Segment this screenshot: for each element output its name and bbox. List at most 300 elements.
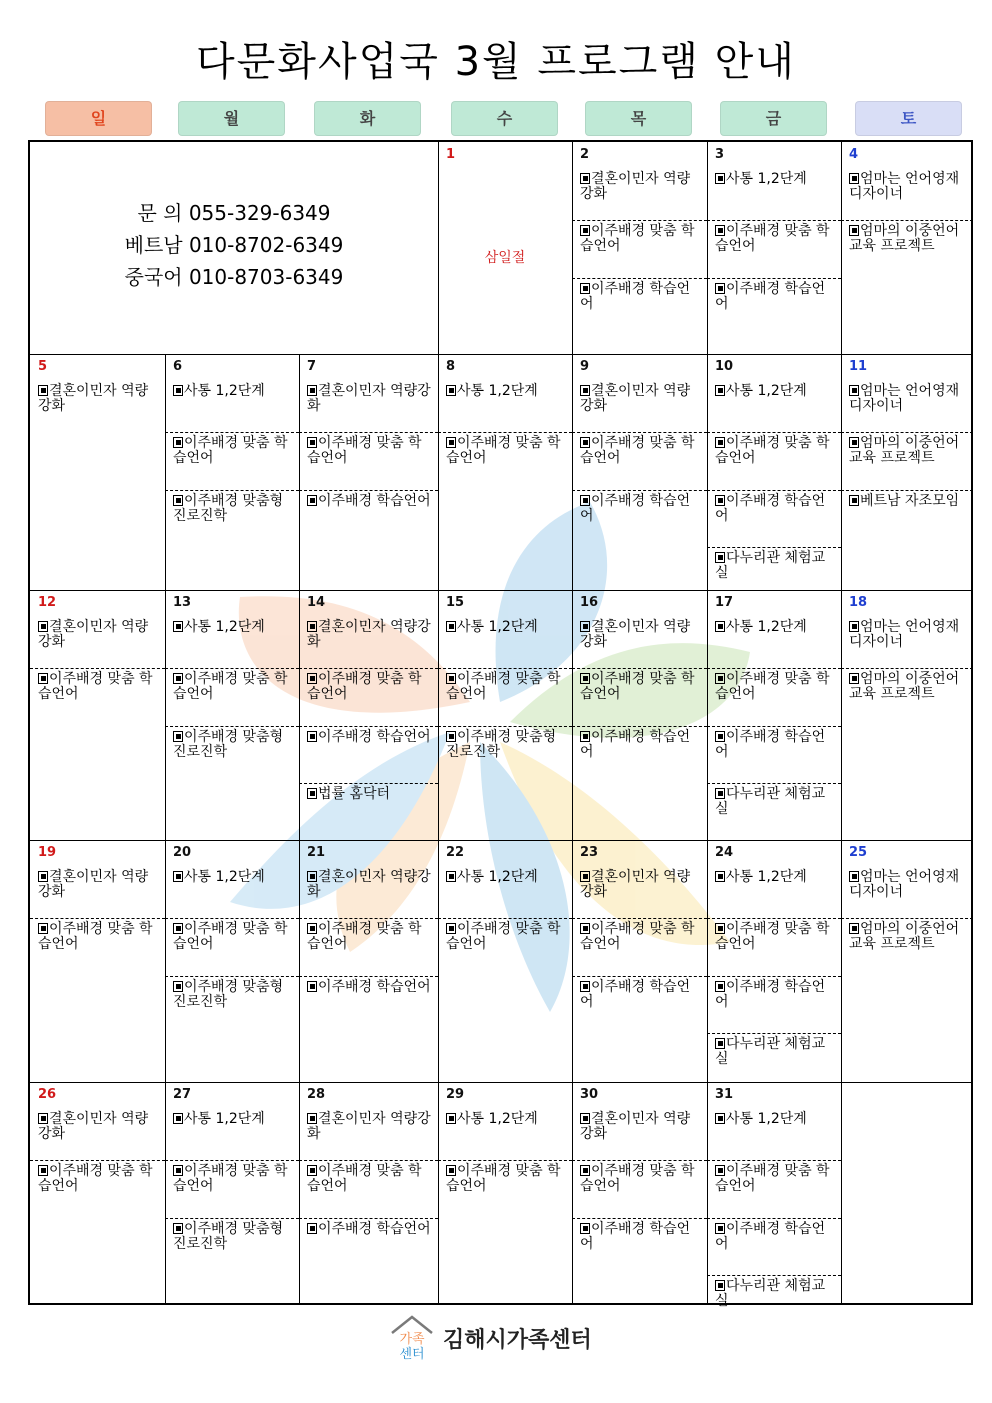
event-label: 이주배경 맞춤 학습언어 [173,435,288,466]
day-cell [707,1082,841,1309]
checkbox-bullet-icon [173,621,183,632]
checkbox-bullet-icon [849,385,859,396]
event-separator [572,220,707,221]
day-cell [841,354,973,590]
checkbox-bullet-icon [580,225,590,236]
day-number: 24 [715,845,734,860]
checkbox-bullet-icon [173,495,183,506]
event-label: 이주배경 학습언어 [715,729,826,760]
event-label: 이주배경 맞춤 학습언어 [446,921,561,952]
program-event [580,730,701,760]
program-event [580,282,701,312]
event-label: 이주배경 맞춤 학습언어 [580,435,695,466]
contact-info [30,197,438,293]
event-separator [572,432,707,433]
day-number: 3 [715,147,725,162]
event-label: 이주배경 맞춤 학습언어 [307,921,422,952]
day-cell [438,354,572,590]
checkbox-bullet-icon [173,731,183,742]
event-label: 결혼이민자 역량강화 [580,171,691,202]
event-separator [165,1160,299,1161]
program-event [715,620,835,635]
day-cell [438,142,572,354]
checkbox-bullet-icon [580,173,590,184]
program-event [849,494,967,509]
program-event [580,1112,701,1142]
event-separator [438,432,572,433]
event-label: 이주배경 맞춤 학습언어 [446,435,561,466]
checkbox-bullet-icon [849,173,859,184]
event-label: 결혼이민자 역량강화 [38,1111,149,1142]
event-label: 이주배경 맞춤 학습언어 [307,435,422,466]
program-event [715,1164,835,1194]
day-cell [438,1082,572,1305]
program-event [580,1222,701,1252]
checkbox-bullet-icon [38,673,48,684]
checkbox-bullet-icon [173,1113,183,1124]
contact-line: 베트남 010-8702-6349 [124,233,344,257]
event-separator [707,783,841,784]
program-event [38,1112,159,1142]
checkbox-bullet-icon [715,1038,725,1049]
program-event [173,1112,293,1127]
event-label: 이주배경 학습언어 [318,979,431,995]
event-separator [841,432,973,433]
program-event [580,494,701,524]
checkbox-bullet-icon [38,621,48,632]
day-cell [30,840,165,1082]
event-label: 사통 1,2단계 [726,1111,807,1127]
program-event [173,1222,293,1252]
event-label: 이주배경 맞춤 학습언어 [446,671,561,702]
event-separator [707,1275,841,1276]
program-event [715,172,835,187]
checkbox-bullet-icon [849,437,859,448]
checkbox-bullet-icon [715,923,725,934]
checkbox-bullet-icon [580,1223,590,1234]
event-label: 사통 1,2단계 [726,619,807,635]
checkbox-bullet-icon [173,1165,183,1176]
day-number: 9 [580,359,590,374]
program-event [715,922,835,952]
program-event [307,494,432,509]
checkbox-bullet-icon [715,621,725,632]
event-separator [572,490,707,491]
holiday-label: 삼일절 [484,250,526,266]
day-cell [165,840,299,1082]
checkbox-bullet-icon [173,1223,183,1234]
event-label: 이주배경 맞춤 학습언어 [307,1163,422,1194]
event-label: 사통 1,2단계 [726,869,807,885]
day-cell [30,590,165,840]
checkbox-bullet-icon [446,871,456,882]
day-cell [165,354,299,590]
event-label: 엄마의 이중언어 교육 프로젝트 [849,435,960,466]
day-number: 8 [446,359,456,374]
day-cell [165,1082,299,1305]
weekday-header: 화 [314,101,421,136]
event-label: 사통 1,2단계 [457,383,538,399]
page-title: 다문화사업국 3월 프로그램 안내 [196,39,796,85]
day-number: 5 [38,359,48,374]
checkbox-bullet-icon [580,981,590,992]
day-cell [707,590,841,840]
event-label: 결혼이민자 역량강화 [307,1111,431,1142]
event-label: 결혼이민자 역량강화 [580,869,691,900]
checkbox-bullet-icon [580,923,590,934]
event-label: 다누리관 체험교실 [715,550,826,581]
event-label: 엄마의 이중언어 교육 프로젝트 [849,921,960,952]
checkbox-bullet-icon [715,173,725,184]
contact-line: 문 의 055-329-6349 [137,201,331,225]
event-label: 이주배경 학습언어 [580,979,691,1010]
program-event [715,787,835,817]
event-separator [707,278,841,279]
event-separator [841,668,973,669]
weekday-header: 토 [855,101,962,136]
event-label: 결혼이민자 역량강화 [307,383,431,414]
program-event [849,870,967,900]
event-separator [707,668,841,669]
event-separator [165,976,299,977]
event-separator [299,976,438,977]
day-number: 19 [38,845,57,860]
event-separator [165,1218,299,1219]
day-cell [707,840,841,1082]
checkbox-bullet-icon [446,385,456,396]
checkbox-bullet-icon [580,495,590,506]
day-number: 31 [715,1087,734,1102]
checkbox-bullet-icon [307,871,317,882]
day-cell [707,354,841,590]
program-event [307,1222,432,1237]
checkbox-bullet-icon [580,437,590,448]
day-number: 14 [307,595,326,610]
event-label: 이주배경 맞춤 학습언어 [173,1163,288,1194]
day-number: 25 [849,845,868,860]
program-event [580,672,701,702]
day-number: 16 [580,595,599,610]
event-separator [707,432,841,433]
checkbox-bullet-icon [38,1113,48,1124]
day-number: 29 [446,1087,465,1102]
weekday-header: 일 [45,101,152,136]
event-label: 사통 1,2단계 [184,619,265,635]
event-separator [30,1160,165,1161]
program-event [715,1222,835,1252]
checkbox-bullet-icon [715,1223,725,1234]
program-event [38,922,159,952]
day-number: 26 [38,1087,57,1102]
event-label: 이주배경 맞춤 학습언어 [715,223,830,254]
checkbox-bullet-icon [38,871,48,882]
day-number: 1 [446,147,456,162]
day-cell [572,840,707,1082]
checkbox-bullet-icon [307,1165,317,1176]
calendar-grid [28,140,973,1309]
program-event [307,384,432,414]
event-label: 사통 1,2단계 [184,869,265,885]
day-number: 7 [307,359,317,374]
family-center-logo-icon [388,1313,436,1361]
checkbox-bullet-icon [715,673,725,684]
event-label: 다누리관 체험교실 [715,786,826,817]
event-separator [438,918,572,919]
checkbox-bullet-icon [849,871,859,882]
event-label: 사통 1,2단계 [726,171,807,187]
event-separator [165,726,299,727]
weekday-header: 월 [178,101,285,136]
event-separator [707,547,841,548]
event-separator [299,490,438,491]
organization-name: 김해시가족센터 [443,1328,592,1353]
event-label: 결혼이민자 역량강화 [580,383,691,414]
checkbox-bullet-icon [446,1165,456,1176]
day-cell [165,590,299,840]
program-event [849,672,967,702]
event-label: 이주배경 맞춤형 진로진학 [173,1221,284,1252]
program-event [849,922,967,952]
checkbox-bullet-icon [173,437,183,448]
program-event [38,672,159,702]
checkbox-bullet-icon [446,923,456,934]
program-event [446,1112,566,1127]
event-separator [572,668,707,669]
program-event [173,620,293,635]
event-label: 이주배경 학습언어 [580,493,691,524]
day-cell [841,590,973,840]
day-cell [438,840,572,1082]
day-number: 10 [715,359,734,374]
day-cell [30,354,165,590]
program-event [580,172,701,202]
program-event [715,980,835,1010]
program-event [580,870,701,900]
event-label: 사통 1,2단계 [726,383,807,399]
program-event [173,1164,293,1194]
event-label: 사통 1,2단계 [457,869,538,885]
event-separator [572,1218,707,1219]
event-label: 엄마는 언어영재 디자이너 [849,869,960,900]
checkbox-bullet-icon [173,385,183,396]
day-cell [572,142,707,354]
event-label: 이주배경 맞춤형 진로진학 [173,493,284,524]
program-event [446,730,566,760]
checkbox-bullet-icon [307,1223,317,1234]
event-separator [165,490,299,491]
program-event [715,672,835,702]
event-separator [707,1033,841,1034]
weekday-header: 목 [585,101,692,136]
event-label: 이주배경 맞춤 학습언어 [173,921,288,952]
event-separator [299,1160,438,1161]
program-event [446,620,566,635]
checkbox-bullet-icon [307,1113,317,1124]
event-separator [438,1160,572,1161]
event-label: 이주배경 맞춤 학습언어 [715,671,830,702]
svg-text:가족: 가족 [399,1332,425,1347]
program-event [715,730,835,760]
day-cell [438,590,572,840]
checkbox-bullet-icon [715,225,725,236]
event-separator [707,976,841,977]
checkbox-bullet-icon [715,385,725,396]
checkbox-bullet-icon [38,385,48,396]
program-event [173,730,293,760]
program-event [173,980,293,1010]
program-event [307,1112,432,1142]
checkbox-bullet-icon [580,1165,590,1176]
day-cell [299,840,438,1082]
event-label: 이주배경 맞춤 학습언어 [173,671,288,702]
program-event [307,922,432,952]
program-event [307,787,432,802]
checkbox-bullet-icon [580,731,590,742]
event-label: 엄마의 이중언어 교육 프로젝트 [849,223,960,254]
event-label: 이주배경 맞춤형 진로진학 [173,979,284,1010]
day-number: 12 [38,595,57,610]
program-event [715,551,835,581]
checkbox-bullet-icon [715,731,725,742]
event-label: 이주배경 맞춤 학습언어 [580,921,695,952]
program-event [173,672,293,702]
program-event [849,620,967,650]
day-number: 11 [849,359,868,374]
event-separator [572,1160,707,1161]
event-label: 이주배경 학습언어 [715,281,826,312]
program-event [38,620,159,650]
program-event [715,494,835,524]
checkbox-bullet-icon [849,495,859,506]
event-label: 이주배경 학습언어 [580,729,691,760]
event-label: 사통 1,2단계 [184,1111,265,1127]
event-label: 엄마의 이중언어 교육 프로젝트 [849,671,960,702]
day-number: 13 [173,595,192,610]
checkbox-bullet-icon [580,1113,590,1124]
checkbox-bullet-icon [307,385,317,396]
program-event [580,436,701,466]
checkbox-bullet-icon [580,871,590,882]
checkbox-bullet-icon [580,673,590,684]
program-event [715,1279,835,1309]
event-separator [841,490,973,491]
checkbox-bullet-icon [715,871,725,882]
program-event [446,672,566,702]
day-cell [841,142,973,354]
event-label: 사통 1,2단계 [184,383,265,399]
event-label: 이주배경 학습언어 [715,1221,826,1252]
event-separator [299,668,438,669]
checkbox-bullet-icon [446,731,456,742]
program-event [849,384,967,414]
day-number: 28 [307,1087,326,1102]
event-separator [30,668,165,669]
svg-text:센터: 센터 [399,1347,425,1361]
day-number: 6 [173,359,183,374]
event-label: 이주배경 맞춤형 진로진학 [173,729,284,760]
checkbox-bullet-icon [715,981,725,992]
checkbox-bullet-icon [715,495,725,506]
day-cell [299,354,438,590]
program-event [715,282,835,312]
event-label: 이주배경 학습언어 [318,493,431,509]
event-label: 결혼이민자 역량강화 [307,869,431,900]
event-separator [841,918,973,919]
checkbox-bullet-icon [849,621,859,632]
event-label: 엄마는 언어영재 디자이너 [849,383,960,414]
day-cell [707,142,841,354]
day-number: 27 [173,1087,192,1102]
event-label: 이주배경 맞춤 학습언어 [580,671,695,702]
checkbox-bullet-icon [173,923,183,934]
event-label: 법률 홈닥터 [318,786,391,802]
day-cell [30,1082,165,1305]
event-separator [299,432,438,433]
program-event [446,384,566,399]
event-label: 이주배경 맞춤 학습언어 [38,921,153,952]
program-event [173,494,293,524]
event-label: 결혼이민자 역량강화 [307,619,431,650]
program-event [307,1164,432,1194]
checkbox-bullet-icon [173,673,183,684]
program-event [38,384,159,414]
event-label: 이주배경 맞춤 학습언어 [446,1163,561,1194]
program-event [715,224,835,254]
checkbox-bullet-icon [849,923,859,934]
checkbox-bullet-icon [173,871,183,882]
day-cell [299,1082,438,1305]
event-label: 이주배경 맞춤 학습언어 [580,1163,695,1194]
event-label: 사통 1,2단계 [457,1111,538,1127]
event-separator [299,918,438,919]
event-separator [707,490,841,491]
program-event [307,672,432,702]
program-event [307,436,432,466]
day-number: 22 [446,845,465,860]
checkbox-bullet-icon [849,225,859,236]
event-label: 결혼이민자 역량강화 [580,1111,691,1142]
event-separator [438,668,572,669]
event-label: 엄마는 언어영재 디자이너 [849,171,960,202]
checkbox-bullet-icon [173,981,183,992]
program-event [715,1037,835,1067]
event-separator [165,668,299,669]
day-number: 30 [580,1087,599,1102]
event-label: 베트남 자조모임 [860,493,960,509]
event-label: 이주배경 학습언어 [580,281,691,312]
program-event [580,1164,701,1194]
program-event [849,224,967,254]
event-separator [299,726,438,727]
event-label: 이주배경 맞춤형 진로진학 [446,729,557,760]
checkbox-bullet-icon [715,1165,725,1176]
program-event [173,436,293,466]
day-cell [572,1082,707,1305]
program-event [580,980,701,1010]
checkbox-bullet-icon [580,385,590,396]
checkbox-bullet-icon [38,1165,48,1176]
event-label: 이주배경 학습언어 [715,979,826,1010]
event-separator [30,918,165,919]
day-cell [299,590,438,840]
day-cell [841,840,973,1082]
day-cell [572,354,707,590]
event-label: 이주배경 학습언어 [580,1221,691,1252]
checkbox-bullet-icon [580,283,590,294]
event-label: 이주배경 맞춤 학습언어 [715,435,830,466]
event-label: 이주배경 학습언어 [715,493,826,524]
event-label: 이주배경 맞춤 학습언어 [715,1163,830,1194]
